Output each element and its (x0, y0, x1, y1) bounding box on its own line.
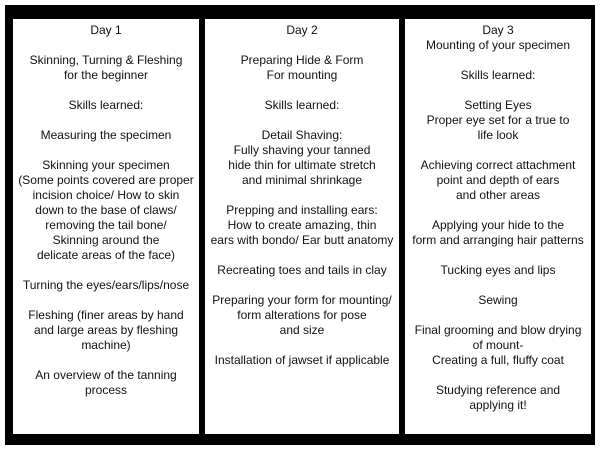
blank-line (205, 83, 399, 98)
blank-line (405, 368, 591, 383)
blank-line (405, 143, 591, 158)
text-line: Skills learned: (460, 68, 536, 82)
text-line: Detail Shaving: (261, 128, 343, 142)
text-line: Studying reference and (435, 383, 561, 397)
blank-line (405, 83, 591, 98)
text-line: process (84, 383, 128, 397)
text-line: Skinning, Turning & Fleshing (29, 53, 183, 67)
blank-line (13, 293, 199, 308)
blank-line (205, 248, 399, 263)
text-line: Turning the eyes/ears/lips/nose (22, 278, 190, 292)
schedule-frame (5, 5, 595, 445)
blank-line (405, 53, 591, 68)
blank-line (13, 263, 199, 278)
text-line: point and depth of ears (436, 173, 560, 187)
blank-line (13, 353, 199, 368)
blank-line (205, 38, 399, 53)
text-line: down to the base of claws/ (35, 203, 177, 217)
text-line: Final grooming and blow drying (414, 323, 582, 337)
text-line: and size (279, 323, 325, 337)
blank-line (13, 113, 199, 128)
text-line: (Some points covered are proper (18, 173, 194, 187)
text-line: form alterations for pose (237, 308, 367, 322)
text-line: Creating a full, fluffy coat (432, 353, 564, 367)
text-line: Fully shaving your tanned (233, 143, 371, 157)
text-line: Skinning around the (52, 233, 160, 247)
text-line: Skills learned: (68, 98, 144, 112)
text-line: Sewing (478, 293, 518, 307)
blank-line (205, 338, 399, 353)
text-line: Setting Eyes (464, 98, 532, 112)
text-line: Day 1 (90, 23, 122, 37)
text-line: How to create amazing, thin (227, 218, 377, 232)
day-1-text (13, 19, 199, 398)
text-line: Prepping and installing ears: (226, 203, 378, 217)
day-3-text (405, 19, 591, 413)
text-line: and minimal shrinkage (241, 173, 363, 187)
text-line: Skills learned: (264, 98, 340, 112)
text-line: Skinning your specimen (42, 158, 170, 172)
text-line: An overview of the tanning (35, 368, 177, 382)
blank-line (405, 278, 591, 293)
text-line: Preparing your form for mounting/ (212, 293, 392, 307)
blank-line (205, 113, 399, 128)
day-2-text (205, 19, 399, 368)
blank-line (205, 278, 399, 293)
blank-line (13, 143, 199, 158)
day-1-column (13, 19, 199, 434)
text-line: Mounting of your specimen (425, 38, 571, 52)
text-line: For mounting (266, 68, 338, 82)
text-line: delicate areas of the face) (36, 248, 176, 262)
day-3-column (405, 19, 591, 434)
text-line: and large areas by fleshing (33, 323, 179, 337)
text-line: life look (477, 128, 519, 142)
text-line: form and arranging hair patterns (412, 233, 584, 247)
text-line: Proper eye set for a true to (426, 113, 570, 127)
blank-line (13, 83, 199, 98)
text-line: Achieving correct attachment (420, 158, 576, 172)
text-line: ears with bondo/ Ear butt anatomy (210, 233, 394, 247)
day-2-column (205, 19, 399, 434)
text-line: Fleshing (finer areas by hand (28, 308, 184, 322)
text-line: Day 2 (286, 23, 318, 37)
text-line: for the beginner (63, 68, 149, 82)
text-line: machine) (81, 338, 131, 352)
text-line: hide thin for ultimate stretch (228, 158, 376, 172)
text-line: applying it! (469, 398, 527, 412)
blank-line (13, 38, 199, 53)
text-line: Measuring the specimen (40, 128, 172, 142)
text-line: Tucking eyes and lips (440, 263, 556, 277)
text-line: Recreating toes and tails in clay (217, 263, 387, 277)
text-line: Applying your hide to the (431, 218, 565, 232)
text-line: Installation of jawset if applicable (214, 353, 390, 367)
text-line: of mount- (472, 338, 524, 352)
text-line: removing the tail bone/ (45, 218, 167, 232)
blank-line (205, 188, 399, 203)
blank-line (405, 203, 591, 218)
text-line: and other areas (455, 188, 541, 202)
text-line: incision choice/ How to skin (32, 188, 180, 202)
blank-line (405, 308, 591, 323)
text-line: Day 3 (482, 23, 514, 37)
text-line: Preparing Hide & Form (240, 53, 364, 67)
blank-line (405, 248, 591, 263)
